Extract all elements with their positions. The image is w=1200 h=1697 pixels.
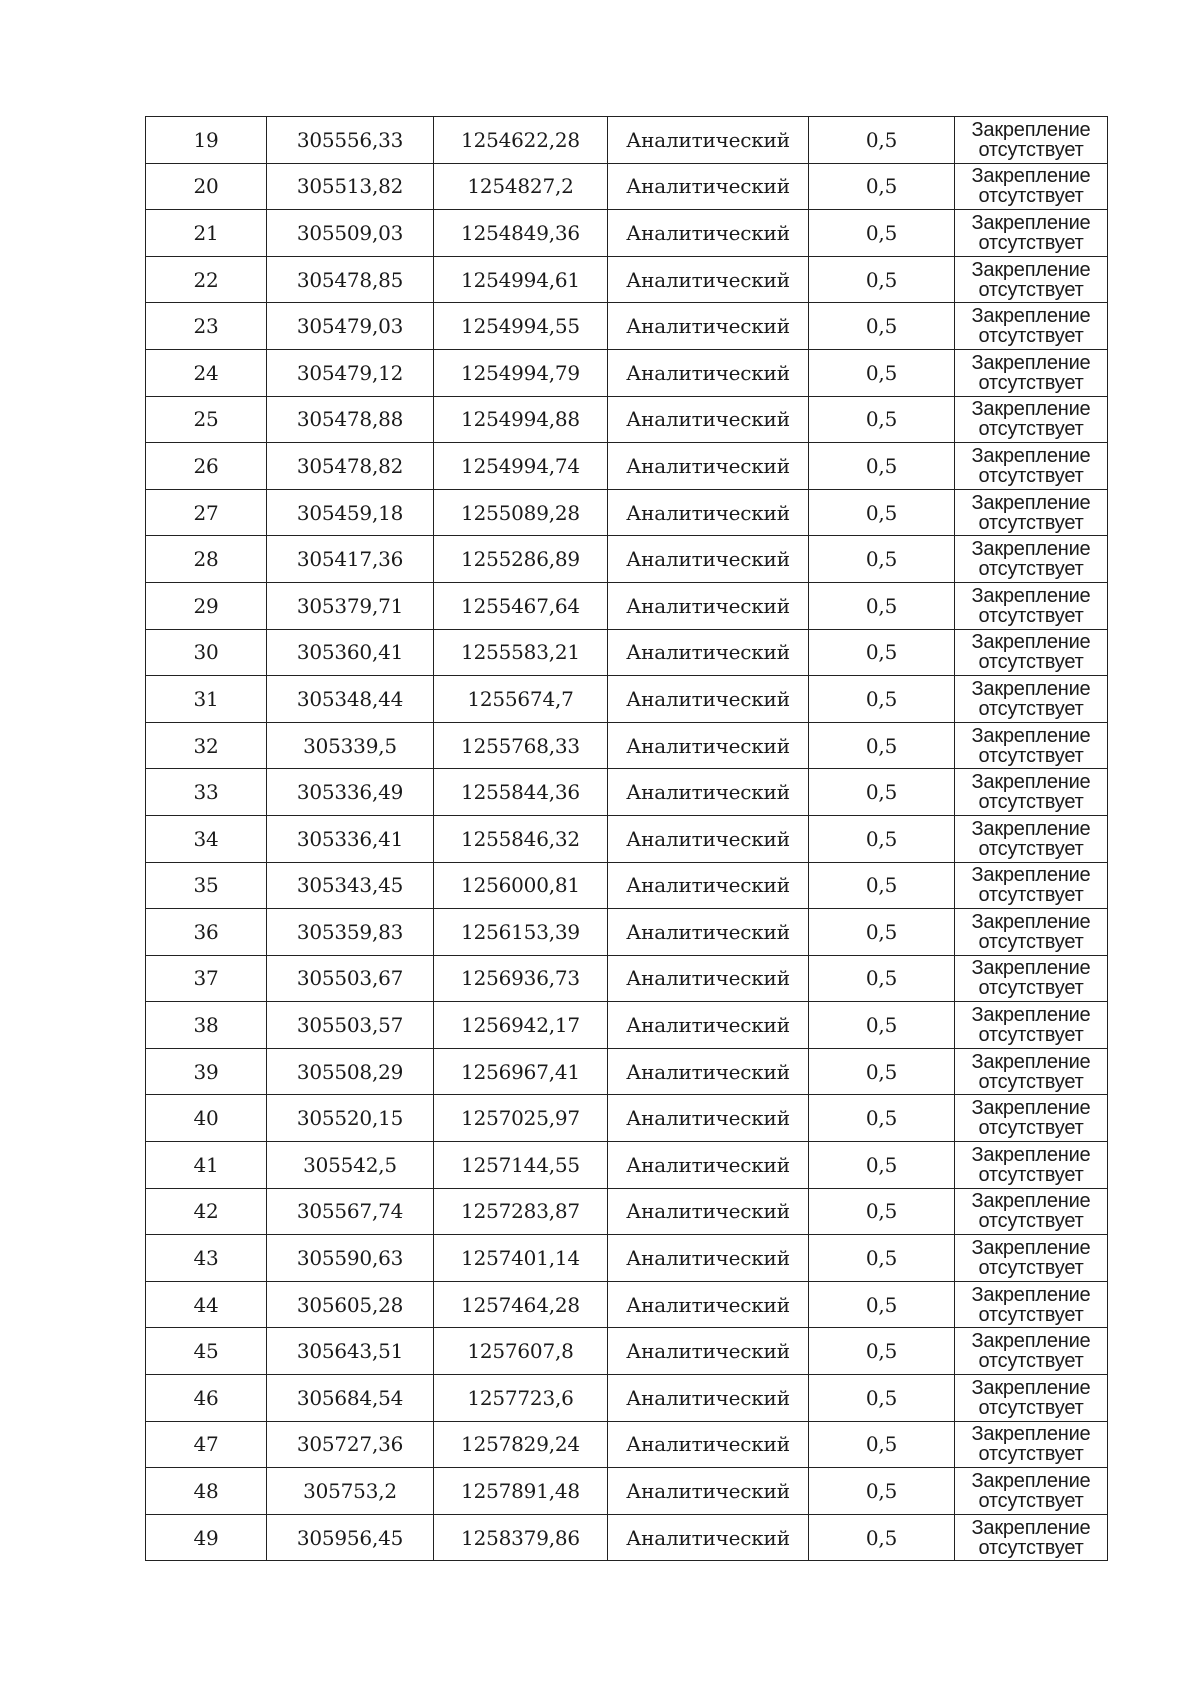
- fixation-cell: [955, 629, 1108, 676]
- y-coordinate-cell: 1256967,41: [434, 1048, 608, 1095]
- y-coordinate-cell: 1254994,55: [434, 303, 608, 350]
- point-number-cell: 32: [146, 722, 267, 769]
- fixation-line-1: Закрепление: [971, 1190, 1091, 1213]
- accuracy-cell: 0,5: [809, 815, 955, 862]
- fixation-cell: [955, 1514, 1108, 1561]
- fixation-line-1: Закрепление: [971, 724, 1091, 747]
- y-coordinate-cell: 1255674,7: [434, 676, 608, 723]
- method-cell: Аналитический: [608, 1514, 809, 1561]
- point-number-cell: 19: [146, 117, 267, 164]
- y-coordinate-cell: 1257891,48: [434, 1468, 608, 1515]
- method-cell: Аналитический: [608, 536, 809, 583]
- x-coordinate-cell: 305359,83: [267, 909, 434, 956]
- fixation-line-1: Закрепление: [971, 771, 1091, 794]
- fixation-line-1: Закрепление: [971, 1004, 1091, 1027]
- x-coordinate-cell: 305513,82: [267, 163, 434, 210]
- x-coordinate-cell: 305503,57: [267, 1002, 434, 1049]
- fixation-cell: [955, 769, 1108, 816]
- table-row: [146, 1421, 1108, 1468]
- y-coordinate-cell: 1257464,28: [434, 1281, 608, 1328]
- point-number-cell: 49: [146, 1514, 267, 1561]
- method-cell: Аналитический: [608, 629, 809, 676]
- fixation-cell: [955, 815, 1108, 862]
- fixation-cell: [955, 1142, 1108, 1189]
- method-cell: Аналитический: [608, 1048, 809, 1095]
- accuracy-cell: 0,5: [809, 489, 955, 536]
- y-coordinate-cell: 1257401,14: [434, 1235, 608, 1282]
- table-row: [146, 1188, 1108, 1235]
- fixation-line-1: Закрепление: [971, 1097, 1091, 1120]
- table-row: [146, 1002, 1108, 1049]
- accuracy-cell: 0,5: [809, 396, 955, 443]
- accuracy-cell: 0,5: [809, 163, 955, 210]
- accuracy-cell: 0,5: [809, 862, 955, 909]
- fixation-cell: [955, 536, 1108, 583]
- fixation-line-1: Закрепление: [971, 538, 1091, 561]
- point-number-cell: 31: [146, 676, 267, 723]
- table-row: [146, 443, 1108, 490]
- y-coordinate-cell: 1256153,39: [434, 909, 608, 956]
- fixation-line-2: отсутствует: [978, 1396, 1084, 1419]
- accuracy-cell: 0,5: [809, 1514, 955, 1561]
- accuracy-cell: 0,5: [809, 1002, 955, 1049]
- fixation-line-1: Закрепление: [971, 864, 1091, 887]
- x-coordinate-cell: 305556,33: [267, 117, 434, 164]
- accuracy-cell: 0,5: [809, 955, 955, 1002]
- table-row: [146, 489, 1108, 536]
- accuracy-cell: 0,5: [809, 1328, 955, 1375]
- fixation-cell: [955, 862, 1108, 909]
- method-cell: Аналитический: [608, 769, 809, 816]
- table-row: [146, 909, 1108, 956]
- table-row: [146, 349, 1108, 396]
- x-coordinate-cell: 305605,28: [267, 1281, 434, 1328]
- x-coordinate-cell: 305508,29: [267, 1048, 434, 1095]
- y-coordinate-cell: 1254994,61: [434, 256, 608, 303]
- table-row: [146, 1375, 1108, 1422]
- table-row: [146, 303, 1108, 350]
- table-row: [146, 1468, 1108, 1515]
- fixation-cell: [955, 582, 1108, 629]
- fixation-line-2: отсутствует: [978, 1303, 1084, 1326]
- x-coordinate-cell: 305379,71: [267, 582, 434, 629]
- accuracy-cell: 0,5: [809, 769, 955, 816]
- point-number-cell: 24: [146, 349, 267, 396]
- fixation-cell: [955, 722, 1108, 769]
- fixation-cell: [955, 1002, 1108, 1049]
- method-cell: Аналитический: [608, 210, 809, 257]
- table-row: [146, 1142, 1108, 1189]
- fixation-line-2: отсутствует: [978, 884, 1084, 907]
- x-coordinate-cell: 305542,5: [267, 1142, 434, 1189]
- point-number-cell: 48: [146, 1468, 267, 1515]
- table-row: [146, 955, 1108, 1002]
- table-row: [146, 676, 1108, 723]
- x-coordinate-cell: 305339,5: [267, 722, 434, 769]
- fixation-line-1: Закрепление: [971, 1516, 1091, 1539]
- point-number-cell: 20: [146, 163, 267, 210]
- fixation-cell: [955, 1328, 1108, 1375]
- method-cell: Аналитический: [608, 1142, 809, 1189]
- point-number-cell: 43: [146, 1235, 267, 1282]
- fixation-line-1: Закрепление: [971, 1143, 1091, 1166]
- table-row: [146, 722, 1108, 769]
- fixation-line-2: отсутствует: [978, 138, 1084, 161]
- method-cell: Аналитический: [608, 676, 809, 723]
- method-cell: Аналитический: [608, 955, 809, 1002]
- x-coordinate-cell: 305348,44: [267, 676, 434, 723]
- method-cell: Аналитический: [608, 1281, 809, 1328]
- fixation-cell: [955, 1048, 1108, 1095]
- method-cell: Аналитический: [608, 489, 809, 536]
- fixation-line-2: отсутствует: [978, 1443, 1084, 1466]
- x-coordinate-cell: 305459,18: [267, 489, 434, 536]
- point-number-cell: 25: [146, 396, 267, 443]
- point-number-cell: 37: [146, 955, 267, 1002]
- x-coordinate-cell: 305503,67: [267, 955, 434, 1002]
- method-cell: Аналитический: [608, 1095, 809, 1142]
- fixation-line-2: отсутствует: [978, 1117, 1084, 1140]
- accuracy-cell: 0,5: [809, 117, 955, 164]
- fixation-line-2: отсутствует: [978, 418, 1084, 441]
- point-number-cell: 46: [146, 1375, 267, 1422]
- table-row: [146, 536, 1108, 583]
- table-row: [146, 1281, 1108, 1328]
- fixation-line-1: Закрепление: [971, 398, 1091, 421]
- fixation-cell: [955, 1188, 1108, 1235]
- point-number-cell: 35: [146, 862, 267, 909]
- x-coordinate-cell: 305336,41: [267, 815, 434, 862]
- point-number-cell: 34: [146, 815, 267, 862]
- y-coordinate-cell: 1255583,21: [434, 629, 608, 676]
- method-cell: Аналитический: [608, 815, 809, 862]
- x-coordinate-cell: 305479,03: [267, 303, 434, 350]
- fixation-line-2: отсутствует: [978, 231, 1084, 254]
- x-coordinate-cell: 305590,63: [267, 1235, 434, 1282]
- table-row: [146, 862, 1108, 909]
- method-cell: Аналитический: [608, 303, 809, 350]
- fixation-line-2: отсутствует: [978, 1163, 1084, 1186]
- x-coordinate-cell: 305478,88: [267, 396, 434, 443]
- method-cell: Аналитический: [608, 1328, 809, 1375]
- point-number-cell: 27: [146, 489, 267, 536]
- fixation-line-2: отсутствует: [978, 1490, 1084, 1513]
- fixation-cell: [955, 210, 1108, 257]
- table-row: [146, 1095, 1108, 1142]
- y-coordinate-cell: 1255768,33: [434, 722, 608, 769]
- fixation-line-1: Закрепление: [971, 1423, 1091, 1446]
- method-cell: Аналитический: [608, 1375, 809, 1422]
- y-coordinate-cell: 1254827,2: [434, 163, 608, 210]
- y-coordinate-cell: 1255286,89: [434, 536, 608, 583]
- accuracy-cell: 0,5: [809, 676, 955, 723]
- point-number-cell: 38: [146, 1002, 267, 1049]
- accuracy-cell: 0,5: [809, 1468, 955, 1515]
- y-coordinate-cell: 1255844,36: [434, 769, 608, 816]
- fixation-line-1: Закрепление: [971, 1237, 1091, 1260]
- point-number-cell: 22: [146, 256, 267, 303]
- y-coordinate-cell: 1254849,36: [434, 210, 608, 257]
- method-cell: Аналитический: [608, 256, 809, 303]
- y-coordinate-cell: 1257607,8: [434, 1328, 608, 1375]
- table-row: [146, 1235, 1108, 1282]
- method-cell: Аналитический: [608, 1421, 809, 1468]
- table-row: [146, 1514, 1108, 1561]
- fixation-line-1: Закрепление: [971, 491, 1091, 514]
- fixation-line-1: Закрепление: [971, 910, 1091, 933]
- point-number-cell: 41: [146, 1142, 267, 1189]
- fixation-line-2: отсутствует: [978, 464, 1084, 487]
- coordinates-table: [145, 116, 1108, 1561]
- x-coordinate-cell: 305479,12: [267, 349, 434, 396]
- fixation-line-2: отсутствует: [978, 604, 1084, 627]
- fixation-cell: [955, 1468, 1108, 1515]
- method-cell: Аналитический: [608, 443, 809, 490]
- fixation-cell: [955, 1095, 1108, 1142]
- point-number-cell: 39: [146, 1048, 267, 1095]
- accuracy-cell: 0,5: [809, 443, 955, 490]
- table-row: [146, 210, 1108, 257]
- table-row: [146, 1328, 1108, 1375]
- y-coordinate-cell: 1257144,55: [434, 1142, 608, 1189]
- accuracy-cell: 0,5: [809, 1188, 955, 1235]
- x-coordinate-cell: 305509,03: [267, 210, 434, 257]
- y-coordinate-cell: 1254994,88: [434, 396, 608, 443]
- fixation-cell: [955, 1421, 1108, 1468]
- fixation-cell: [955, 303, 1108, 350]
- y-coordinate-cell: 1255089,28: [434, 489, 608, 536]
- fixation-line-2: отсутствует: [978, 930, 1084, 953]
- fixation-line-2: отсутствует: [978, 1024, 1084, 1047]
- accuracy-cell: 0,5: [809, 1375, 955, 1422]
- y-coordinate-cell: 1255846,32: [434, 815, 608, 862]
- fixation-line-2: отсутствует: [978, 1257, 1084, 1280]
- x-coordinate-cell: 305684,54: [267, 1375, 434, 1422]
- fixation-line-1: Закрепление: [971, 211, 1091, 234]
- method-cell: Аналитический: [608, 396, 809, 443]
- accuracy-cell: 0,5: [809, 1048, 955, 1095]
- fixation-line-2: отсутствует: [978, 278, 1084, 301]
- accuracy-cell: 0,5: [809, 256, 955, 303]
- method-cell: Аналитический: [608, 349, 809, 396]
- x-coordinate-cell: 305343,45: [267, 862, 434, 909]
- accuracy-cell: 0,5: [809, 1095, 955, 1142]
- y-coordinate-cell: 1257723,6: [434, 1375, 608, 1422]
- accuracy-cell: 0,5: [809, 629, 955, 676]
- fixation-line-2: отсутствует: [978, 185, 1084, 208]
- y-coordinate-cell: 1257283,87: [434, 1188, 608, 1235]
- point-number-cell: 33: [146, 769, 267, 816]
- fixation-line-1: Закрепление: [971, 1050, 1091, 1073]
- fixation-line-2: отсутствует: [978, 511, 1084, 534]
- point-number-cell: 29: [146, 582, 267, 629]
- y-coordinate-cell: 1254994,79: [434, 349, 608, 396]
- fixation-cell: [955, 909, 1108, 956]
- point-number-cell: 28: [146, 536, 267, 583]
- x-coordinate-cell: 305727,36: [267, 1421, 434, 1468]
- method-cell: Аналитический: [608, 117, 809, 164]
- point-number-cell: 36: [146, 909, 267, 956]
- coordinates-table-body: [146, 117, 1108, 1561]
- accuracy-cell: 0,5: [809, 536, 955, 583]
- y-coordinate-cell: 1256000,81: [434, 862, 608, 909]
- table-row: [146, 117, 1108, 164]
- point-number-cell: 42: [146, 1188, 267, 1235]
- x-coordinate-cell: 305567,74: [267, 1188, 434, 1235]
- fixation-line-1: Закрепление: [971, 817, 1091, 840]
- y-coordinate-cell: 1254622,28: [434, 117, 608, 164]
- fixation-line-1: Закрепление: [971, 305, 1091, 328]
- accuracy-cell: 0,5: [809, 1142, 955, 1189]
- method-cell: Аналитический: [608, 862, 809, 909]
- fixation-line-2: отсутствует: [978, 325, 1084, 348]
- fixation-cell: [955, 256, 1108, 303]
- table-row: [146, 256, 1108, 303]
- fixation-line-1: Закрепление: [971, 677, 1091, 700]
- fixation-line-1: Закрепление: [971, 584, 1091, 607]
- point-number-cell: 26: [146, 443, 267, 490]
- fixation-line-1: Закрепление: [971, 957, 1091, 980]
- table-row: [146, 582, 1108, 629]
- fixation-line-1: Закрепление: [971, 351, 1091, 374]
- fixation-cell: [955, 1281, 1108, 1328]
- fixation-cell: [955, 349, 1108, 396]
- fixation-line-1: Закрепление: [971, 444, 1091, 467]
- point-number-cell: 44: [146, 1281, 267, 1328]
- x-coordinate-cell: 305417,36: [267, 536, 434, 583]
- fixation-cell: [955, 443, 1108, 490]
- y-coordinate-cell: 1257025,97: [434, 1095, 608, 1142]
- x-coordinate-cell: 305520,15: [267, 1095, 434, 1142]
- point-number-cell: 30: [146, 629, 267, 676]
- accuracy-cell: 0,5: [809, 1421, 955, 1468]
- point-number-cell: 45: [146, 1328, 267, 1375]
- y-coordinate-cell: 1255467,64: [434, 582, 608, 629]
- fixation-line-1: Закрепление: [971, 1283, 1091, 1306]
- method-cell: Аналитический: [608, 1188, 809, 1235]
- accuracy-cell: 0,5: [809, 722, 955, 769]
- fixation-line-1: Закрепление: [971, 258, 1091, 281]
- method-cell: Аналитический: [608, 722, 809, 769]
- x-coordinate-cell: 305643,51: [267, 1328, 434, 1375]
- fixation-line-2: отсутствует: [978, 1210, 1084, 1233]
- accuracy-cell: 0,5: [809, 582, 955, 629]
- fixation-line-2: отсутствует: [978, 697, 1084, 720]
- point-number-cell: 23: [146, 303, 267, 350]
- fixation-line-2: отсутствует: [978, 558, 1084, 581]
- fixation-cell: [955, 117, 1108, 164]
- method-cell: Аналитический: [608, 163, 809, 210]
- fixation-line-2: отсутствует: [978, 1536, 1084, 1559]
- table-row: [146, 629, 1108, 676]
- fixation-line-2: отсутствует: [978, 651, 1084, 674]
- method-cell: Аналитический: [608, 1235, 809, 1282]
- method-cell: Аналитический: [608, 582, 809, 629]
- fixation-cell: [955, 676, 1108, 723]
- fixation-line-1: Закрепление: [971, 1330, 1091, 1353]
- method-cell: Аналитический: [608, 1468, 809, 1515]
- accuracy-cell: 0,5: [809, 909, 955, 956]
- table-row: [146, 1048, 1108, 1095]
- x-coordinate-cell: 305478,82: [267, 443, 434, 490]
- x-coordinate-cell: 305336,49: [267, 769, 434, 816]
- y-coordinate-cell: 1256936,73: [434, 955, 608, 1002]
- x-coordinate-cell: 305478,85: [267, 256, 434, 303]
- x-coordinate-cell: 305753,2: [267, 1468, 434, 1515]
- fixation-cell: [955, 489, 1108, 536]
- fixation-line-2: отсутствует: [978, 744, 1084, 767]
- accuracy-cell: 0,5: [809, 1281, 955, 1328]
- y-coordinate-cell: 1254994,74: [434, 443, 608, 490]
- fixation-line-2: отсутствует: [978, 371, 1084, 394]
- point-number-cell: 40: [146, 1095, 267, 1142]
- accuracy-cell: 0,5: [809, 349, 955, 396]
- table-row: [146, 396, 1108, 443]
- fixation-line-1: Закрепление: [971, 165, 1091, 188]
- fixation-line-1: Закрепление: [971, 118, 1091, 141]
- y-coordinate-cell: 1257829,24: [434, 1421, 608, 1468]
- accuracy-cell: 0,5: [809, 210, 955, 257]
- x-coordinate-cell: 305956,45: [267, 1514, 434, 1561]
- fixation-line-2: отсутствует: [978, 977, 1084, 1000]
- point-number-cell: 47: [146, 1421, 267, 1468]
- fixation-cell: [955, 396, 1108, 443]
- table-row: [146, 815, 1108, 862]
- fixation-cell: [955, 1375, 1108, 1422]
- method-cell: Аналитический: [608, 1002, 809, 1049]
- y-coordinate-cell: 1256942,17: [434, 1002, 608, 1049]
- fixation-line-2: отсутствует: [978, 791, 1084, 814]
- fixation-cell: [955, 1235, 1108, 1282]
- fixation-line-1: Закрепление: [971, 631, 1091, 654]
- fixation-cell: [955, 163, 1108, 210]
- fixation-line-2: отсутствует: [978, 1070, 1084, 1093]
- fixation-line-1: Закрепление: [971, 1470, 1091, 1493]
- y-coordinate-cell: 1258379,86: [434, 1514, 608, 1561]
- fixation-line-1: Закрепление: [971, 1376, 1091, 1399]
- accuracy-cell: 0,5: [809, 303, 955, 350]
- table-row: [146, 163, 1108, 210]
- accuracy-cell: 0,5: [809, 1235, 955, 1282]
- table-row: [146, 769, 1108, 816]
- fixation-cell: [955, 955, 1108, 1002]
- x-coordinate-cell: 305360,41: [267, 629, 434, 676]
- fixation-line-2: отсутствует: [978, 837, 1084, 860]
- method-cell: Аналитический: [608, 909, 809, 956]
- point-number-cell: 21: [146, 210, 267, 257]
- fixation-line-2: отсутствует: [978, 1350, 1084, 1373]
